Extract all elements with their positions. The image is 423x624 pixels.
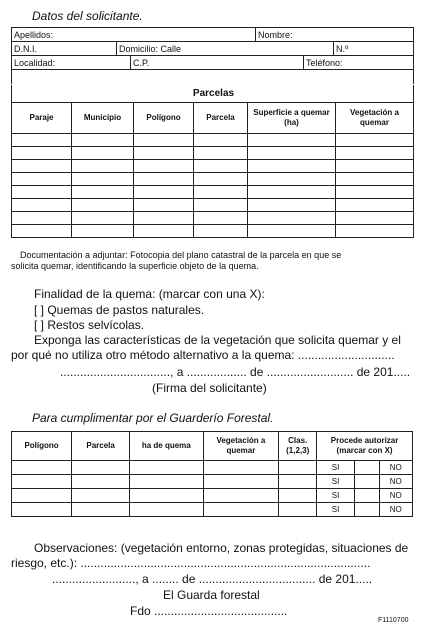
si-cell[interactable]: SI — [317, 461, 355, 475]
localidad-field[interactable]: Localidad: — [12, 56, 131, 70]
no-cell[interactable]: NO — [379, 489, 413, 503]
parcelas-spacer — [12, 70, 414, 85]
col-poligono: Polígono — [134, 103, 194, 134]
no-cell[interactable]: NO — [379, 475, 413, 489]
solicitante-table — [11, 27, 414, 84]
telefono-field[interactable]: Teléfono: — [304, 56, 414, 70]
table-row[interactable] — [12, 173, 414, 186]
exponga-line2[interactable]: por qué no utiliza otro método alternativo a la quema: ............................. — [11, 348, 395, 362]
firma-solicitante: (Firma del solicitante) — [152, 381, 267, 395]
nombre-field[interactable]: Nombre: — [256, 28, 414, 42]
cp-field[interactable]: C.P. — [131, 56, 304, 70]
table-row[interactable] — [12, 489, 413, 503]
documentacion-line1: Documentación a adjuntar: Fotocopia del plano catastral de la parcela en que se — [20, 250, 342, 260]
guarderio-heading: Para cumplimentar por el Guarderío Forestal. — [32, 411, 274, 425]
no-cell[interactable]: NO — [379, 503, 413, 517]
numero-field[interactable]: N.º — [334, 42, 414, 56]
solicitante-heading: Datos del solicitante. — [32, 9, 143, 23]
si-cell[interactable]: SI — [317, 489, 355, 503]
table-row[interactable] — [12, 199, 414, 212]
g-col-procede: Procede autorizar (marcar con X) — [317, 432, 413, 461]
observaciones-line1: Observaciones: (vegetación entorno, zonas protegidas, situaciones de — [34, 541, 409, 555]
col-municipio: Municipio — [72, 103, 134, 134]
g-col-clas: Clas. (1,2,3) — [279, 432, 317, 461]
col-superficie: Superficie a quemar (ha) — [248, 103, 336, 134]
col-vegetacion: Vegetación a quemar — [336, 103, 414, 134]
parcelas-title: Parcelas — [12, 85, 414, 103]
finalidad-opt-restos[interactable]: [ ] Restos selvícolas. — [34, 318, 145, 332]
col-parcela: Parcela — [194, 103, 248, 134]
apellidos-field[interactable]: Apellidos: — [12, 28, 256, 42]
observaciones-line2[interactable]: riesgo, etc.): ....................................................................................... — [11, 556, 371, 570]
guarderio-table — [11, 431, 413, 517]
dni-field[interactable]: D.N.I. — [12, 42, 117, 56]
col-paraje: Paraje — [12, 103, 72, 134]
form-code: F1110700 — [378, 617, 409, 624]
table-row[interactable] — [12, 461, 413, 475]
si-cell[interactable]: SI — [317, 475, 355, 489]
si-cell[interactable]: SI — [317, 503, 355, 517]
finalidad-opt-pastos[interactable]: [ ] Quemas de pastos naturales. — [34, 303, 205, 317]
g-col-parcela: Parcela — [72, 432, 130, 461]
fecha-solicitante[interactable]: ................................., a .................. de .......................... de 201..... — [60, 365, 411, 379]
table-row[interactable] — [12, 503, 413, 517]
guarda-forestal-label: El Guarda forestal — [163, 588, 260, 602]
table-row[interactable] — [12, 225, 414, 238]
table-row[interactable] — [12, 212, 414, 225]
table-row[interactable] — [12, 134, 414, 147]
table-row[interactable] — [12, 147, 414, 160]
table-row[interactable] — [12, 186, 414, 199]
fdo-signature[interactable]: Fdo ........................................ — [130, 604, 288, 618]
table-row[interactable] — [12, 475, 413, 489]
fecha-guarda[interactable]: ........................., a ........ de ................................... de 201..... — [52, 572, 373, 586]
documentacion-line2: solicita quemar, identificando la superficie objeto de la quema. — [11, 261, 259, 271]
g-col-ha: ha de quema — [130, 432, 204, 461]
domicilio-field[interactable]: Domicilio: Calle — [117, 42, 334, 56]
table-row[interactable] — [12, 160, 414, 173]
no-cell[interactable]: NO — [379, 461, 413, 475]
g-col-poligono: Polígono — [12, 432, 72, 461]
exponga-line1: Exponga las características de la vegetación que solicita quemar y el — [34, 333, 401, 347]
g-col-vegetacion: Vegetación a quemar — [203, 432, 279, 461]
parcelas-table — [11, 85, 414, 238]
finalidad-title: Finalidad de la quema: (marcar con una X): — [34, 287, 265, 301]
